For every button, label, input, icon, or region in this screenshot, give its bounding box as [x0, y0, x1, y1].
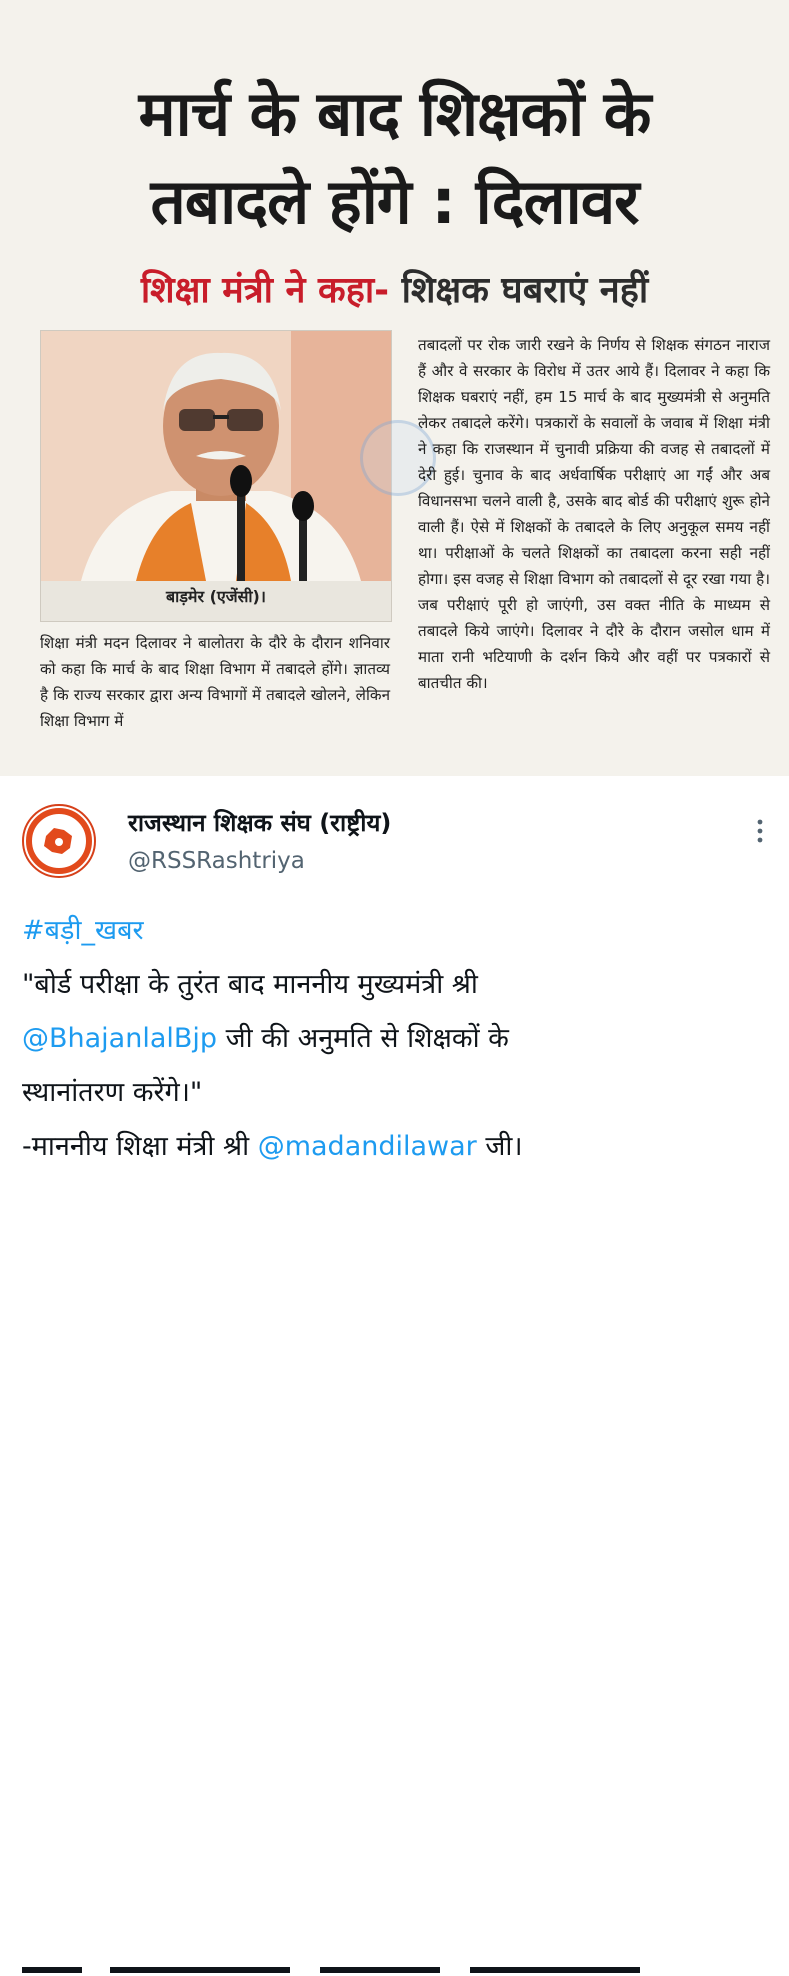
tweet-text — [22, 904, 767, 1174]
user-handle[interactable]: @RSSRashtriya — [128, 848, 305, 874]
organization-logo-icon — [24, 806, 94, 876]
headline-line-1: मार्च के बाद शिक्षकों के — [138, 77, 651, 150]
subheadline — [0, 268, 789, 314]
photo-caption: बाड़मेर (एजेंसी)। — [166, 587, 266, 606]
tweet-line-4-end: जी। — [476, 1131, 523, 1162]
article-column-left: शिक्षा मंत्री मदन दिलावर ने बालोतरा के दौरे के दौरान शनिवार को कहा कि मार्च के बाद शिक्षा विभाग में तबादले होंगे। ज्ञातव्य है कि राज्य सरकार द्वारा अन्य विभागों में तबादले खोलने, लेकिन शिक्षा विभाग में — [40, 634, 390, 730]
mention-bhajanlalbjp[interactable]: @BhajanlalBjp — [22, 1023, 218, 1054]
minister-photo-illustration — [41, 331, 391, 581]
mention-madandilawar[interactable]: @madandilawar — [257, 1131, 477, 1162]
avatar[interactable] — [22, 804, 96, 878]
tweet-line-3: स्थानांतरण करेंगे।" — [22, 1077, 203, 1108]
tweet — [0, 776, 789, 1200]
more-dots-icon[interactable] — [752, 816, 768, 846]
minister-photo — [41, 331, 391, 581]
tweet-line-2: जी की अनुमति से शिक्षकों के — [217, 1023, 509, 1054]
subhead-dark: शिक्षक घबराएं नहीं — [389, 270, 649, 311]
display-name[interactable]: राजस्थान शिक्षक संघ (राष्ट्रीय) — [128, 809, 392, 837]
headline-line-2: तबादले होंगे : दिलावर — [150, 165, 639, 238]
tweet-line-1: "बोर्ड परीक्षा के तुरंत बाद माननीय मुख्यमंत्री श्री — [22, 969, 478, 1000]
newspaper-clipping — [0, 0, 789, 776]
article-column-right: तबादलों पर रोक जारी रखने के निर्णय से शिक्षक संगठन नाराज हैं और वे सरकार के विरोध में उतर आये हैं। दिलावर ने कहा कि शिक्षक घबराएं नहीं, हम 15 मार्च के बाद मुख्यमंत्री से अनुमति लेकर तबादले करेंगे। पत्रकारों के सवालों के जवाब में शिक्षा मंत्री ने कहा कि राजस्थान में चुनावी प्रक्रिया की वजह से तबादलों में देरी हुई। चुनाव के बाद अर्धवार्षिक परीक्षाएं आ गईं और अब विधानसभा चलने वाली है, उसके बाद बोर्ड की परीक्षाएं शुरू होने वाली हैं। ऐसे में शिक्षकों के तबादले के लिए अनुकूल समय नहीं था। परीक्षाओं के चलते शिक्षकों का तबादला करना सही नहीं होगा। इस वजह से शिक्षा विभाग को तबादलों से दूर रखा गया है। जब परीक्षाएं पूरी हो जाएंगी, उस वक्त नीति के माध्यम से तबादले किये जाएंगे। दिलावर ने दौरे के दौरान जसोल धाम में माता रानी भटियाणी के दर्शन किये और वहीं पर पत्रकारों से बातचीत की। — [418, 336, 770, 692]
headline — [0, 70, 789, 246]
subhead-red: शिक्षा मंत्री ने कहा- — [140, 270, 390, 311]
tweet-line-4-start: -माननीय शिक्षा मंत्री श्री — [22, 1131, 258, 1162]
minister-photo-frame — [40, 330, 392, 622]
cutoff-next-line — [0, 1962, 789, 1976]
hashtag-link[interactable]: #बड़ी_खबर — [22, 915, 144, 946]
